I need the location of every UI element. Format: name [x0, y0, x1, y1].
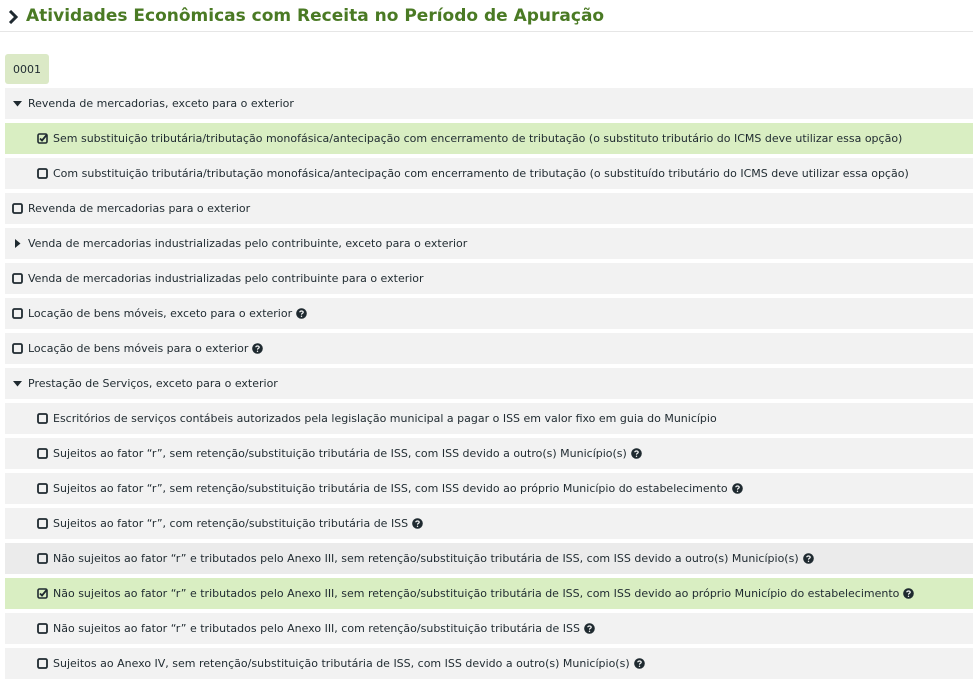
list-item-category[interactable]: [5, 263, 973, 294]
checkbox-icon[interactable]: [37, 518, 48, 529]
help-icon[interactable]: [634, 658, 645, 669]
help-icon[interactable]: [252, 343, 263, 354]
checkbox-icon[interactable]: [37, 623, 48, 634]
list-item-label: Venda de mercadorias industrializadas pelo contribuinte para o exterior: [28, 272, 424, 285]
list-item-label: Revenda de mercadorias, exceto para o exterior: [28, 97, 294, 110]
list-item-category[interactable]: [5, 368, 973, 399]
list-item-option[interactable]: [5, 438, 973, 469]
list-item-label: Sujeitos ao fator “r”, com retenção/substituição tributária de ISS: [53, 517, 409, 530]
list-item-label: Não sujeitos ao fator “r” e tributados pelo Anexo III, com retenção/substituição tributária de ISS: [53, 622, 580, 635]
list-item-category[interactable]: [5, 333, 973, 364]
list-item-option[interactable]: [5, 508, 973, 539]
section-header: [0, 0, 973, 32]
checkbox-checked-icon[interactable]: [37, 588, 48, 599]
page-title: Atividades Econômicas com Receita no Período de Apuração: [26, 5, 605, 26]
chevron-right-icon: [8, 9, 20, 23]
help-icon[interactable]: [903, 588, 914, 599]
checkbox-icon[interactable]: [37, 413, 48, 424]
checkbox-icon[interactable]: [37, 553, 48, 564]
list-item-label: Prestação de Serviços, exceto para o exterior: [28, 377, 278, 390]
list-item-category[interactable]: [5, 298, 973, 329]
list-item-label: Não sujeitos ao fator “r” e tributados pelo Anexo III, sem retenção/substituição tributária de ISS, com ISS devido ao próprio Município do estabelecimento: [53, 587, 900, 600]
caret-right-icon[interactable]: [12, 238, 23, 249]
list-item-label: Sem substituição tributária/tributação monofásica/antecipação com encerramento de tributação (o substituto tributário do ICMS deve utilizar essa opção): [53, 132, 903, 145]
checkbox-icon[interactable]: [12, 308, 23, 319]
list-item-label: Não sujeitos ao fator “r” e tributados pelo Anexo III, sem retenção/substituição tributária de ISS, com ISS devido a outro(s) Município(s): [53, 552, 799, 565]
list-item-label: Escritórios de serviços contábeis autorizados pela legislação municipal a pagar o ISS em valor fixo em guia do Município: [53, 412, 717, 425]
list-item-label: Sujeitos ao Anexo IV, sem retenção/substituição tributária de ISS, com ISS devido a outro(s) Município(s): [53, 657, 630, 670]
list-item-label: Sujeitos ao fator “r”, sem retenção/substituição tributária de ISS, com ISS devido ao próprio Município do estabelecimento: [53, 482, 728, 495]
list-item-label: Venda de mercadorias industrializadas pelo contribuinte, exceto para o exterior: [28, 237, 468, 250]
help-icon[interactable]: [412, 518, 423, 529]
help-icon[interactable]: [584, 623, 595, 634]
list-item-label: Revenda de mercadorias para o exterior: [28, 202, 251, 215]
checkbox-icon[interactable]: [37, 658, 48, 669]
checkbox-icon[interactable]: [37, 168, 48, 179]
tab-0001[interactable]: 0001: [5, 54, 49, 84]
help-icon[interactable]: [803, 553, 814, 564]
checkbox-icon[interactable]: [12, 273, 23, 284]
help-icon[interactable]: [631, 448, 642, 459]
checkbox-icon[interactable]: [12, 343, 23, 354]
list-item-option[interactable]: [5, 613, 973, 644]
list-item-option[interactable]: [5, 543, 973, 574]
help-icon[interactable]: [296, 308, 307, 319]
list-item-label: Locação de bens móveis para o exterior: [28, 342, 249, 355]
list-item-option[interactable]: [5, 123, 973, 154]
list-item-option[interactable]: [5, 158, 973, 189]
list-item-label: Com substituição tributária/tributação monofásica/antecipação com encerramento de tributação (o substituído tributário do ICMS deve utilizar essa opção): [53, 167, 909, 180]
activity-list: [5, 88, 973, 683]
list-item-option[interactable]: [5, 403, 973, 434]
list-item-option[interactable]: [5, 648, 973, 679]
list-item-category[interactable]: [5, 228, 973, 259]
list-item-label: Sujeitos ao fator “r”, sem retenção/substituição tributária de ISS, com ISS devido a outro(s) Município(s): [53, 447, 627, 460]
checkbox-icon[interactable]: [37, 448, 48, 459]
caret-down-icon[interactable]: [12, 378, 23, 389]
list-item-label: Locação de bens móveis, exceto para o exterior: [28, 307, 293, 320]
list-item-category[interactable]: [5, 88, 973, 119]
checkbox-icon[interactable]: [12, 203, 23, 214]
checkbox-checked-icon[interactable]: [37, 133, 48, 144]
list-item-option[interactable]: [5, 473, 973, 504]
list-item-option[interactable]: [5, 578, 973, 609]
caret-down-icon[interactable]: [12, 98, 23, 109]
checkbox-icon[interactable]: [37, 483, 48, 494]
help-icon[interactable]: [732, 483, 743, 494]
list-item-category[interactable]: [5, 193, 973, 224]
